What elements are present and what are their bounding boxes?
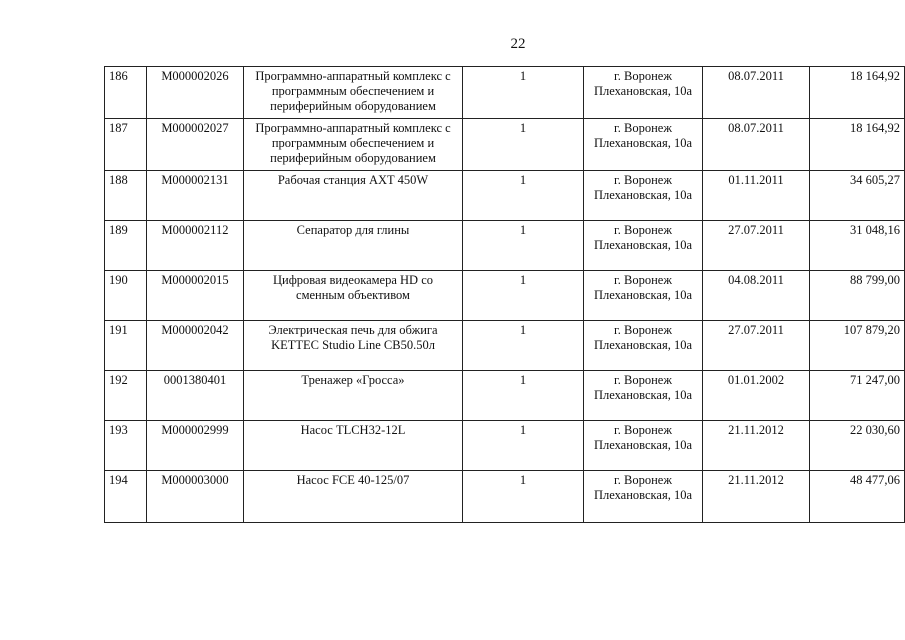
address-street: Плехановская, 10а bbox=[593, 188, 693, 202]
item-name-cell: Программно-аппаратный комплекс с программным обеспечением и периферийным оборудованием bbox=[244, 67, 463, 119]
address-cell bbox=[584, 471, 703, 523]
row-number-cell: 187 bbox=[105, 119, 147, 171]
address-cell bbox=[584, 67, 703, 119]
date-cell: 01.01.2002 bbox=[703, 371, 810, 421]
row-number-cell: 189 bbox=[105, 221, 147, 271]
row-number-cell: 191 bbox=[105, 321, 147, 371]
row-number-cell: 186 bbox=[105, 67, 147, 119]
address-street: Плехановская, 10а bbox=[593, 238, 693, 252]
address-street: Плехановская, 10а bbox=[593, 288, 693, 302]
item-name-cell: Рабочая станция AXT 450W bbox=[244, 171, 463, 221]
address-city: г. Воронеж bbox=[614, 173, 672, 187]
address-cell bbox=[584, 221, 703, 271]
item-name-cell: Программно-аппаратный комплекс с программным обеспечением и периферийным оборудованием bbox=[244, 119, 463, 171]
inventory-code-cell: М000002999 bbox=[147, 421, 244, 471]
quantity-cell: 1 bbox=[463, 271, 584, 321]
inventory-table bbox=[104, 66, 905, 523]
address-city: г. Воронеж bbox=[614, 473, 672, 487]
row-number-cell: 194 bbox=[105, 471, 147, 523]
address-street: Плехановская, 10а bbox=[593, 388, 693, 402]
amount-cell: 18 164,92 bbox=[810, 67, 905, 119]
table-row bbox=[105, 321, 905, 371]
quantity-cell: 1 bbox=[463, 371, 584, 421]
amount-cell: 88 799,00 bbox=[810, 271, 905, 321]
inventory-code-cell: М000003000 bbox=[147, 471, 244, 523]
address-city: г. Воронеж bbox=[614, 373, 672, 387]
date-cell: 04.08.2011 bbox=[703, 271, 810, 321]
inventory-code-cell: М000002042 bbox=[147, 321, 244, 371]
inventory-code-cell: М000002026 bbox=[147, 67, 244, 119]
address-street: Плехановская, 10а bbox=[593, 488, 693, 502]
address-city: г. Воронеж bbox=[614, 423, 672, 437]
quantity-cell: 1 bbox=[463, 471, 584, 523]
amount-cell: 18 164,92 bbox=[810, 119, 905, 171]
date-cell: 01.11.2011 bbox=[703, 171, 810, 221]
inventory-code-cell: М000002027 bbox=[147, 119, 244, 171]
address-street: Плехановская, 10а bbox=[593, 338, 693, 352]
quantity-cell: 1 bbox=[463, 321, 584, 371]
table-row bbox=[105, 221, 905, 271]
address-street: Плехановская, 10а bbox=[593, 84, 693, 98]
date-cell: 08.07.2011 bbox=[703, 67, 810, 119]
inventory-code-cell: 0001380401 bbox=[147, 371, 244, 421]
address-street: Плехановская, 10а bbox=[593, 136, 693, 150]
item-name-cell: Насос FCE 40-125/07 bbox=[244, 471, 463, 523]
table-row bbox=[105, 371, 905, 421]
address-street: Плехановская, 10а bbox=[593, 438, 693, 452]
address-cell bbox=[584, 271, 703, 321]
item-name-cell: Сепаратор для глины bbox=[244, 221, 463, 271]
quantity-cell: 1 bbox=[463, 119, 584, 171]
address-city: г. Воронеж bbox=[614, 69, 672, 83]
amount-cell: 48 477,06 bbox=[810, 471, 905, 523]
inventory-code-cell: М000002112 bbox=[147, 221, 244, 271]
amount-cell: 31 048,16 bbox=[810, 221, 905, 271]
quantity-cell: 1 bbox=[463, 221, 584, 271]
address-cell bbox=[584, 119, 703, 171]
row-number-cell: 193 bbox=[105, 421, 147, 471]
address-city: г. Воронеж bbox=[614, 121, 672, 135]
inventory-code-cell: М000002131 bbox=[147, 171, 244, 221]
table-row bbox=[105, 421, 905, 471]
item-name-cell: Электрическая печь для обжига KETTEC Studio Line CB50.50л bbox=[244, 321, 463, 371]
address-cell bbox=[584, 171, 703, 221]
date-cell: 08.07.2011 bbox=[703, 119, 810, 171]
amount-cell: 107 879,20 bbox=[810, 321, 905, 371]
address-cell bbox=[584, 321, 703, 371]
date-cell: 21.11.2012 bbox=[703, 421, 810, 471]
table-row bbox=[105, 119, 905, 171]
row-number-cell: 192 bbox=[105, 371, 147, 421]
inventory-code-cell: М000002015 bbox=[147, 271, 244, 321]
amount-cell: 22 030,60 bbox=[810, 421, 905, 471]
quantity-cell: 1 bbox=[463, 67, 584, 119]
amount-cell: 34 605,27 bbox=[810, 171, 905, 221]
amount-cell: 71 247,00 bbox=[810, 371, 905, 421]
quantity-cell: 1 bbox=[463, 421, 584, 471]
item-name-cell: Цифровая видеокамера HD со сменным объективом bbox=[244, 271, 463, 321]
date-cell: 27.07.2011 bbox=[703, 221, 810, 271]
item-name-cell: Насос TLCH32-12L bbox=[244, 421, 463, 471]
date-cell: 27.07.2011 bbox=[703, 321, 810, 371]
page-number: 22 bbox=[510, 36, 526, 52]
item-name-cell: Тренажер «Гросса» bbox=[244, 371, 463, 421]
table-row bbox=[105, 171, 905, 221]
table-row bbox=[105, 271, 905, 321]
date-cell: 21.11.2012 bbox=[703, 471, 810, 523]
address-city: г. Воронеж bbox=[614, 323, 672, 337]
address-city: г. Воронеж bbox=[614, 273, 672, 287]
table-row bbox=[105, 67, 905, 119]
address-cell bbox=[584, 421, 703, 471]
row-number-cell: 188 bbox=[105, 171, 147, 221]
address-city: г. Воронеж bbox=[614, 223, 672, 237]
quantity-cell: 1 bbox=[463, 171, 584, 221]
address-cell bbox=[584, 371, 703, 421]
row-number-cell: 190 bbox=[105, 271, 147, 321]
table-row bbox=[105, 471, 905, 523]
